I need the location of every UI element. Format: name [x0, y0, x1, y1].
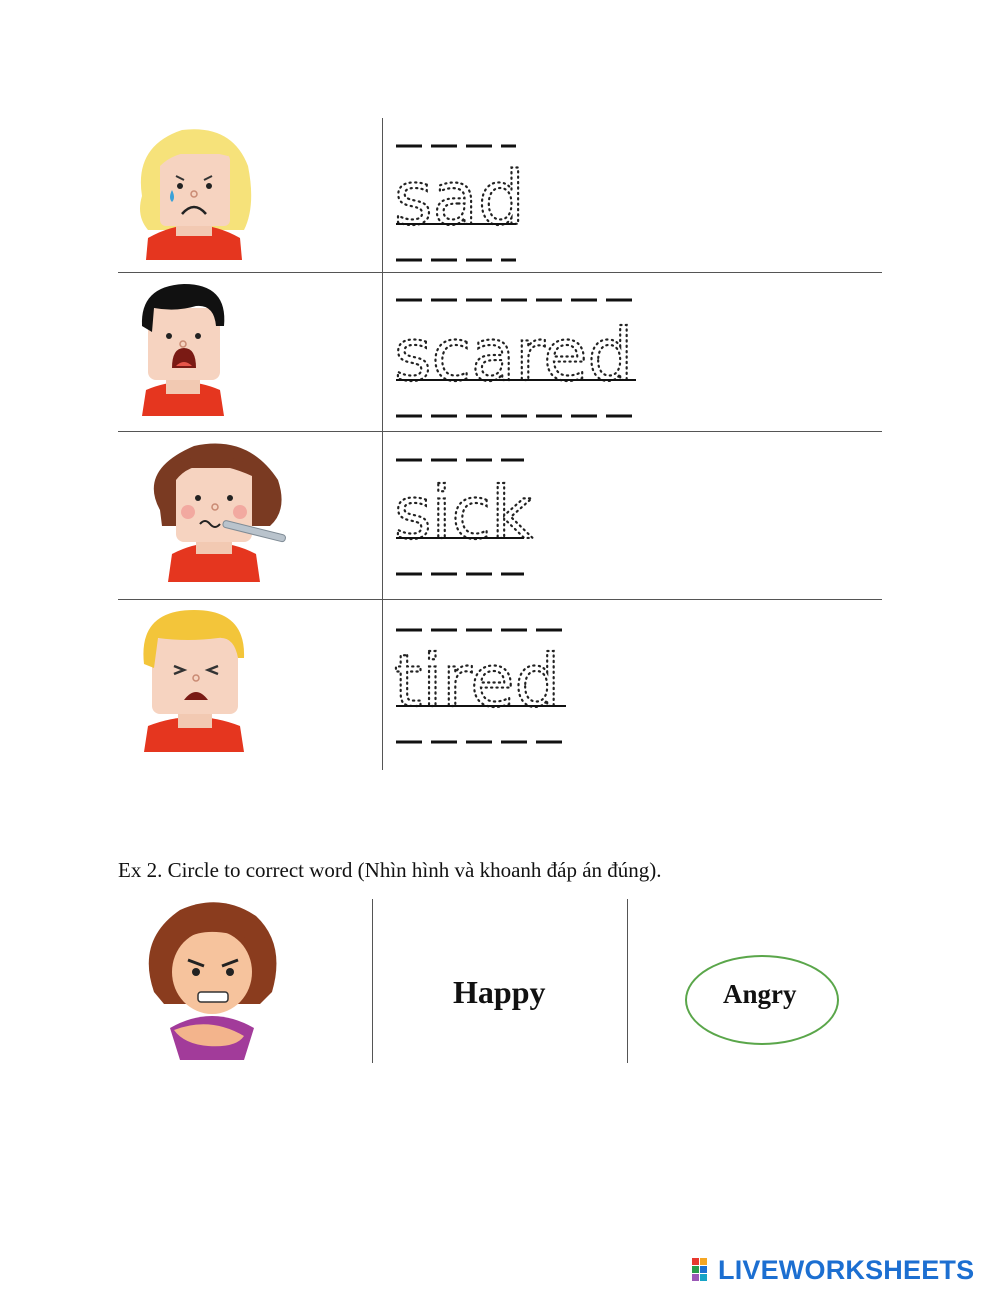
crying-girl-face-icon: [132, 126, 256, 260]
table1-row-divider: [118, 599, 882, 600]
svg-text:tired: tired: [394, 639, 561, 723]
tired-boy-face-icon: [138, 608, 250, 752]
option-angry[interactable]: Angry: [723, 979, 797, 1009]
logo-text: LIVEWORKSHEETS: [718, 1254, 975, 1285]
svg-text:sick: sick: [394, 471, 533, 555]
trace-word-sad: [394, 132, 524, 268]
trace-word-tired: [394, 618, 574, 752]
table1-row-divider: [118, 431, 882, 432]
trace-word-sick: [394, 448, 534, 584]
table2-vertical-divider: [372, 899, 373, 1063]
svg-text:scared: scared: [394, 313, 634, 397]
liveworksheets-logo: [692, 1253, 974, 1287]
liveworksheets-logo-icon: [692, 1258, 716, 1282]
option-happy[interactable]: Happy: [453, 974, 546, 1010]
table2-vertical-divider: [627, 899, 628, 1063]
scared-boy-face-icon: [136, 282, 230, 416]
table1-vertical-divider: [382, 118, 383, 770]
angry-girl-arms-crossed-icon: [140, 900, 284, 1060]
exercise2-instruction: Ex 2. Circle to correct word (Nhìn hình và khoanh đáp án đúng).: [118, 858, 662, 882]
table1-row-divider: [118, 272, 882, 273]
trace-word-scared: [394, 286, 644, 426]
sick-girl-thermometer-icon: [138, 440, 290, 582]
svg-text:sad: sad: [394, 156, 525, 242]
